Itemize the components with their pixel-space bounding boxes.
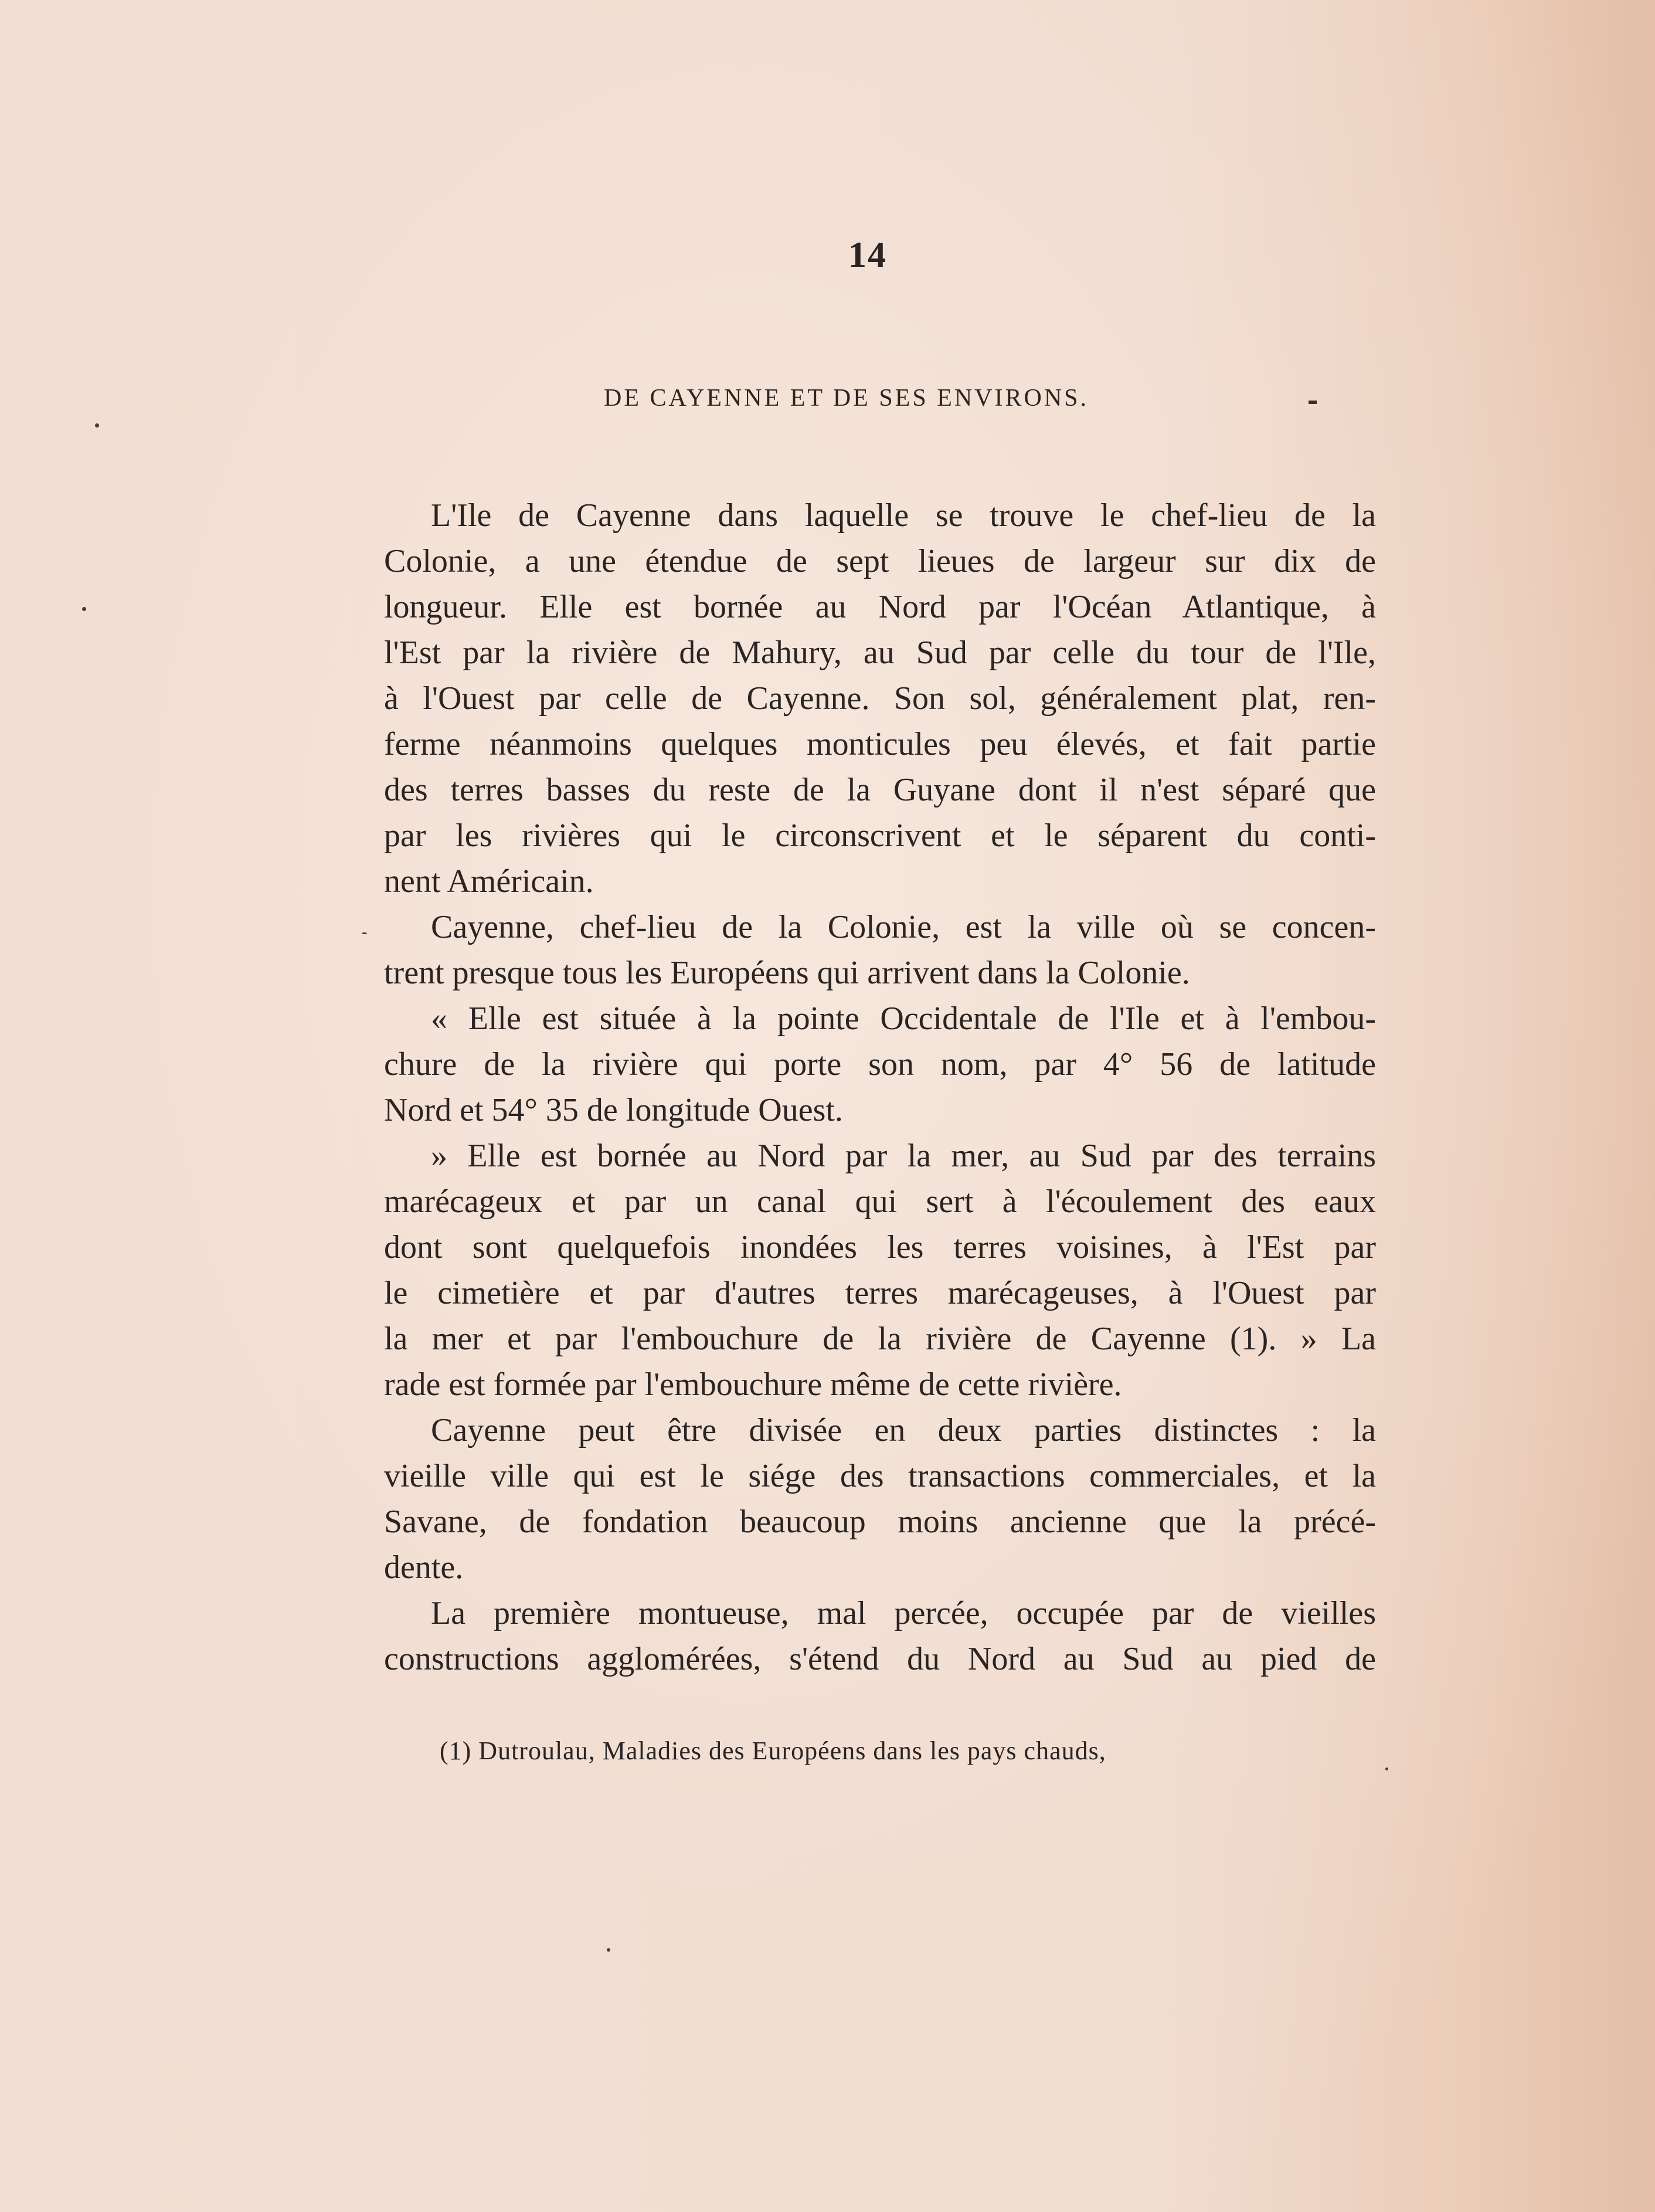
text-line: par les rivières qui le circonscrivent et le séparent du conti- bbox=[384, 817, 1376, 854]
text-line: nent Américain. bbox=[384, 863, 594, 900]
text-line: « Elle est située à la pointe Occidentale de l'Ile et à l'embou- bbox=[431, 1000, 1376, 1037]
text-line: L'Ile de Cayenne dans laquelle se trouve le chef-lieu de la bbox=[431, 497, 1376, 534]
footnote: (1) Dutroulau, Maladies des Européens dans les pays chauds, bbox=[440, 1736, 1106, 1765]
text-line: longueur. Elle est bornée au Nord par l'Océan Atlantique, à bbox=[384, 589, 1376, 625]
text-line: Nord et 54° 35 de longitude Ouest. bbox=[384, 1092, 843, 1128]
text-line: constructions agglomérées, s'étend du Nord au Sud au pied de bbox=[384, 1641, 1376, 1677]
page-number: 14 bbox=[848, 235, 887, 275]
text-line: Cayenne peut être divisée en deux parties distinctes : la bbox=[431, 1412, 1376, 1448]
text-line: Cayenne, chef-lieu de la Colonie, est la ville où se concen- bbox=[431, 909, 1376, 945]
text-line: des terres basses du reste de la Guyane dont il n'est séparé que bbox=[384, 772, 1376, 808]
paper-speck bbox=[95, 423, 99, 428]
text-line: ferme néanmoins quelques monticules peu élevés, et fait partie bbox=[384, 726, 1376, 762]
text-line: la mer et par l'embouchure de la rivière de Cayenne (1). » La bbox=[384, 1321, 1376, 1357]
text-line: rade est formée par l'embouchure même de cette rivière. bbox=[384, 1366, 1122, 1403]
text-line: dont sont quelquefois inondées les terres voisines, à l'Est par bbox=[384, 1229, 1376, 1266]
text-line: Colonie, a une étendue de sept lieues de largeur sur dix de bbox=[384, 543, 1376, 579]
paper-speck bbox=[607, 1948, 610, 1952]
text-line: vieille ville qui est le siége des transactions commerciales, et la bbox=[384, 1458, 1376, 1494]
text-line: chure de la rivière qui porte son nom, par 4° 56 de latitude bbox=[384, 1046, 1376, 1083]
text-line: trent presque tous les Européens qui arrivent dans la Colonie. bbox=[384, 955, 1190, 991]
ink-mark bbox=[1309, 401, 1317, 404]
text-line: Savane, de fondation beaucoup moins ancienne que la précé- bbox=[384, 1504, 1376, 1540]
text-line: La première montueuse, mal percée, occupée par de vieilles bbox=[431, 1595, 1376, 1631]
text-line: » Elle est bornée au Nord par la mer, au Sud par des terrains bbox=[431, 1138, 1376, 1174]
text-line: marécageux et par un canal qui sert à l'écoulement des eaux bbox=[384, 1183, 1376, 1220]
text-line: à l'Ouest par celle de Cayenne. Son sol, généralement plat, ren- bbox=[384, 680, 1376, 717]
text-line: le cimetière et par d'autres terres marécageuses, à l'Ouest par bbox=[384, 1275, 1376, 1311]
paper-speck bbox=[362, 932, 367, 934]
text-line: dente. bbox=[384, 1549, 464, 1586]
paper-speck bbox=[1385, 1767, 1388, 1770]
section-heading: DE CAYENNE ET DE SES ENVIRONS. bbox=[604, 385, 1089, 412]
body-text bbox=[384, 493, 1376, 1682]
paper-speck bbox=[82, 607, 86, 611]
text-line: l'Est par la rivière de Mahury, au Sud par celle du tour de l'Ile, bbox=[384, 635, 1376, 671]
